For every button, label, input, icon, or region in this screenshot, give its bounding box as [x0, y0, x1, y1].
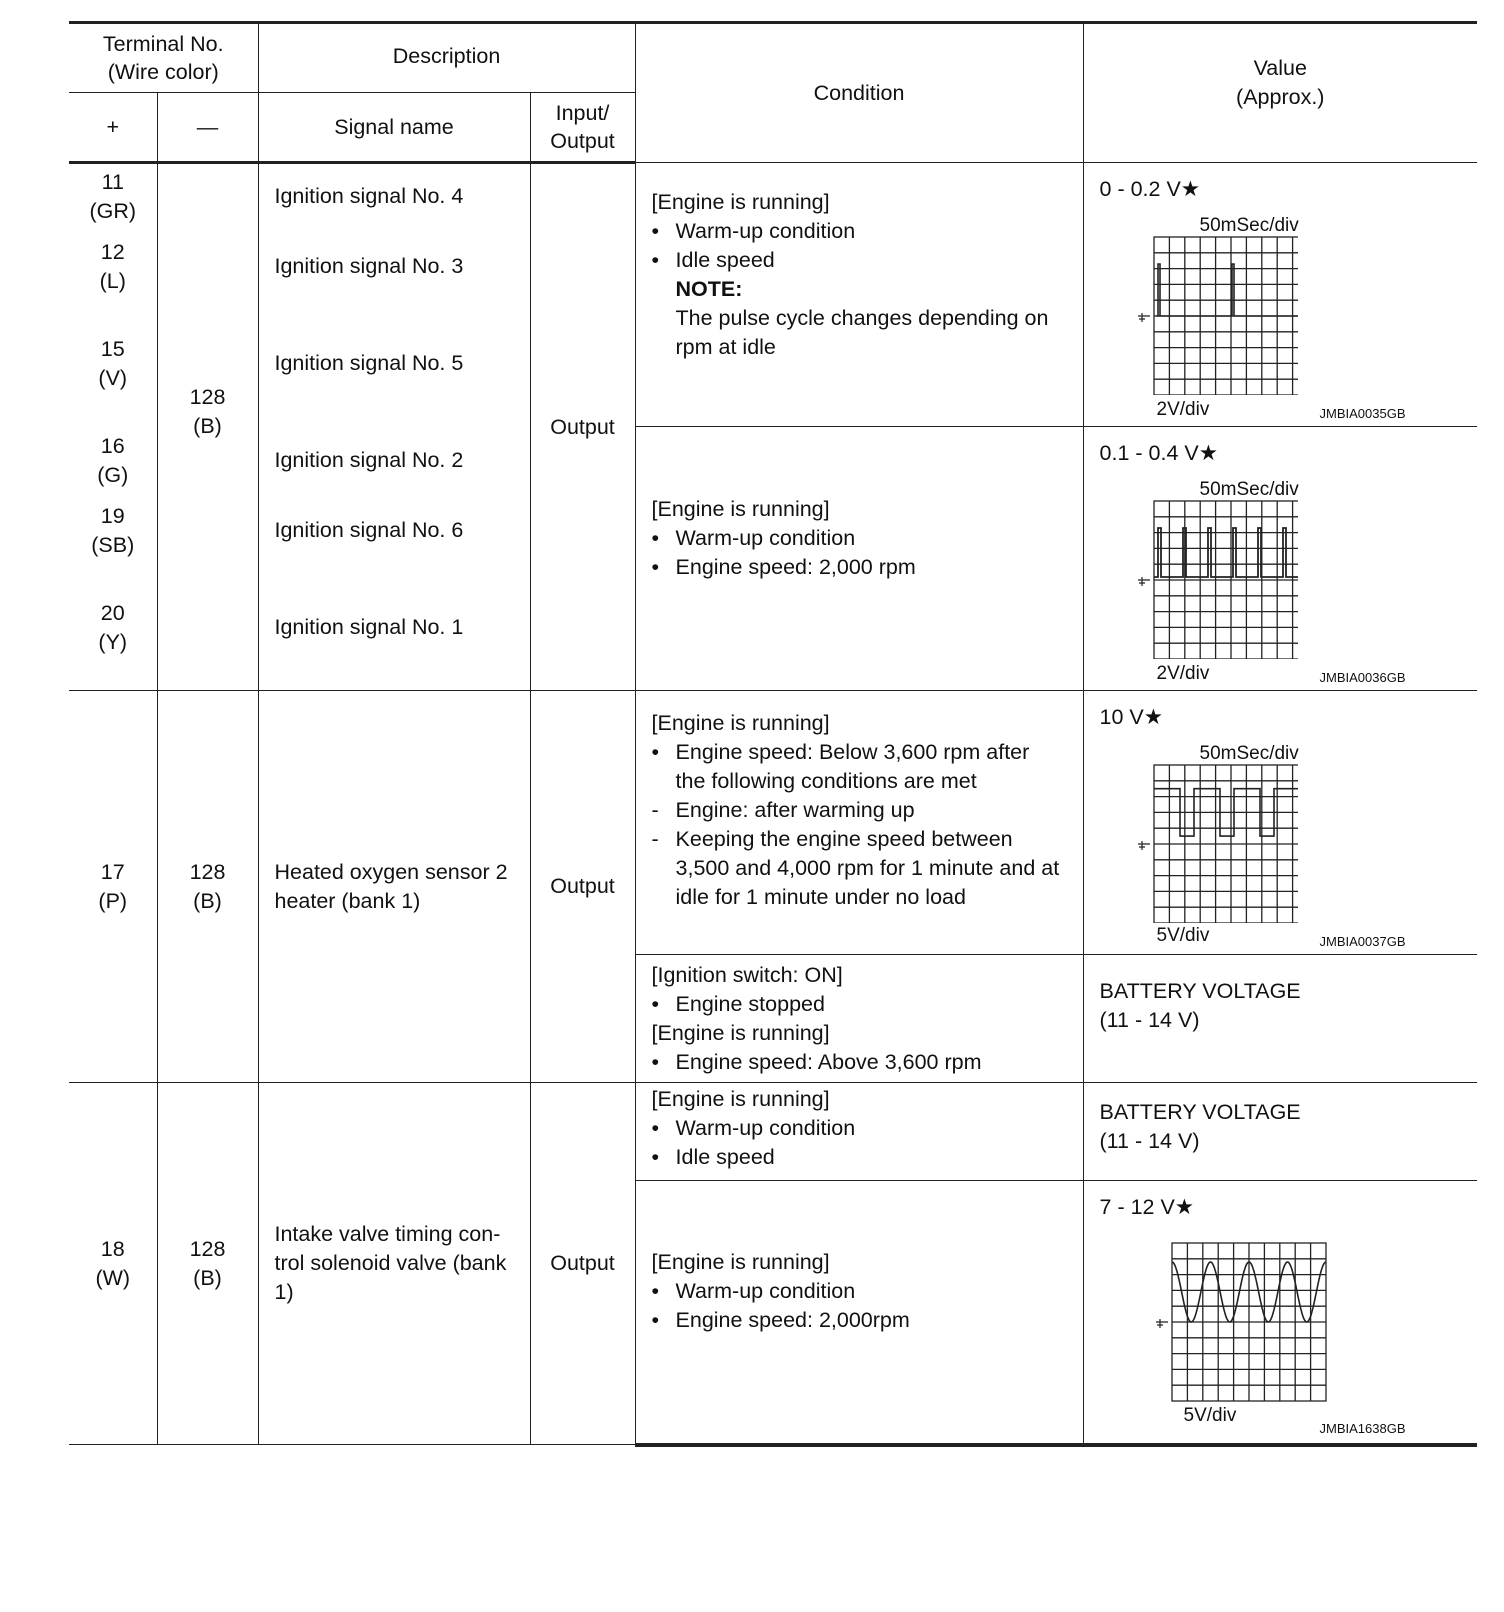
header-terminal-no: Terminal No. (Wire color) [69, 23, 258, 93]
ignition-condition-2000: [Engine is running] • Warm-up condition • Engine speed: 2,000 rpm [635, 427, 1083, 691]
ho2s-value-battery: BATTERY VOLTAGE (11 - 14 V) [1083, 955, 1477, 1083]
value-text: 7 - 12 V★ [1099, 1195, 1195, 1219]
ground-symbol [1138, 313, 1150, 322]
signal-ignition-6: Ignition signal No. 6 [274, 518, 464, 542]
ho2s-condition-below-3600: [Engine is running] • Engine speed: Below 3,600 rpm after the following conditions are met - Engine: after warming up - Keeping the engine speed between 3,500 and 4,000 rpm for 1 minute and at idle for 1 minute under no load [635, 691, 1083, 955]
terminal-spec-table [69, 21, 1477, 1447]
ground-symbol [1138, 577, 1150, 586]
ivt-condition-idle: [Engine is running] • Warm-up condition • Idle speed [635, 1083, 1083, 1181]
header-value: Value (Approx.) [1083, 23, 1477, 163]
volt-scale: 5V/div [1156, 925, 1210, 946]
volt-scale: 5V/div [1183, 1405, 1237, 1426]
oscilloscope-idle [1128, 233, 1298, 395]
ivt-value-wave [1083, 1181, 1477, 1445]
ho2s-plus-terminal: 17 (P) [69, 691, 157, 1083]
figure-code: JMBIA1638GB [1319, 1421, 1406, 1436]
oscilloscope-ivt [1156, 1239, 1346, 1403]
ho2s-condition-above-3600: [Ignition switch: ON] • Engine stopped [Engine is running] • Engine speed: Above 3,600 rpm [635, 955, 1083, 1083]
oscilloscope-2000 [1128, 497, 1298, 659]
ho2s-minus-terminal: 128 (B) [157, 691, 258, 1083]
oscilloscope-ho2s [1128, 761, 1298, 923]
ignition-condition-idle: [Engine is running] • Warm-up condition • Idle speed NOTE: The pulse cycle changes depending on rpm at idle [635, 163, 1083, 427]
signal-ignition-1: Ignition signal No. 1 [274, 615, 464, 639]
ho2s-io: Output [530, 691, 635, 1083]
ignition-value-idle [1083, 163, 1477, 427]
ivt-signal-name: Intake valve timing con- trol solenoid valve (bank 1) [258, 1083, 530, 1445]
header-plus: + [69, 93, 157, 163]
signal-ignition-2: Ignition signal No. 2 [274, 448, 464, 472]
ignition-io: Output [530, 163, 635, 691]
header-minus: — [157, 93, 258, 163]
ignition-minus-terminal: 128 (B) [157, 163, 258, 691]
signal-ignition-4: Ignition signal No. 4 [274, 184, 464, 208]
ho2s-signal-name: Heated oxygen sensor 2 heater (bank 1) [258, 691, 530, 1083]
ivt-value-battery: BATTERY VOLTAGE (11 - 14 V) [1083, 1083, 1477, 1181]
waveform [1154, 528, 1298, 577]
ivt-io: Output [530, 1083, 635, 1445]
figure-code: JMBIA0036GB [1319, 670, 1406, 685]
time-scale: 50mSec/div [1199, 215, 1299, 236]
ignition-signal-names [258, 163, 530, 691]
volt-scale: 2V/div [1156, 399, 1210, 420]
scope-grid [1154, 501, 1298, 659]
scope-grid [1172, 1243, 1326, 1401]
ignition-plus-terminals [69, 163, 157, 691]
ground-symbol [1138, 841, 1150, 850]
header-condition: Condition [635, 23, 1083, 163]
signal-ignition-3: Ignition signal No. 3 [274, 254, 464, 278]
figure-code: JMBIA0037GB [1319, 934, 1406, 949]
terminal-12: 12 (L) [99, 240, 126, 293]
terminal-19: 19 (SB) [91, 504, 135, 557]
signal-ignition-5: Ignition signal No. 5 [274, 351, 464, 375]
terminal-15: 15 (V) [98, 337, 128, 390]
ho2s-value-pulse [1083, 691, 1477, 955]
header-input-output: Input/ Output [530, 93, 635, 163]
ivt-minus-terminal: 128 (B) [157, 1083, 258, 1445]
value-text: 0.1 - 0.4 V★ [1099, 441, 1218, 465]
time-scale: 50mSec/div [1199, 743, 1299, 764]
value-text: 0 - 0.2 V★ [1099, 177, 1201, 201]
ignition-value-2000 [1083, 427, 1477, 691]
ivt-plus-terminal: 18 (W) [69, 1083, 157, 1445]
header-description: Description [258, 23, 635, 93]
value-text: 10 V★ [1099, 705, 1164, 729]
ivt-condition-2000: [Engine is running] • Warm-up condition • Engine speed: 2,000rpm [635, 1181, 1083, 1445]
volt-scale: 2V/div [1156, 663, 1210, 684]
terminal-11: 11 (GR) [89, 170, 137, 223]
terminal-20: 20 (Y) [98, 601, 128, 654]
header-signal-name: Signal name [258, 93, 530, 163]
ground-symbol [1156, 1319, 1168, 1328]
terminal-16: 16 (G) [97, 434, 129, 487]
time-scale: 50mSec/div [1199, 479, 1299, 500]
figure-code: JMBIA0035GB [1319, 406, 1406, 421]
